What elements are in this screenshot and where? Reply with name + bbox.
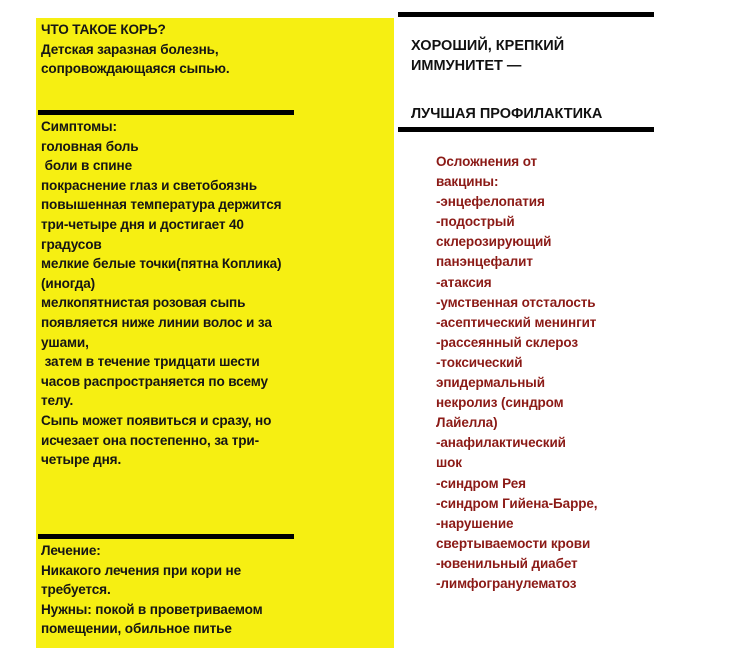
complications-heading: Осложнения от <box>436 154 538 169</box>
complication-item: -ювенильный диабет <box>436 555 578 571</box>
symptom-line: Сыпь может появиться и сразу, но <box>41 412 272 428</box>
intro-line: Детская заразная болезнь, <box>41 41 219 57</box>
symptom-line: телу. <box>41 393 74 409</box>
complication-item: -нарушение <box>436 515 514 531</box>
symptom-line: мелкие белые точки(пятна Коплика) <box>41 256 282 272</box>
treatment-heading: Лечение: <box>41 543 101 558</box>
symptom-line: повышенная температура держится <box>41 197 282 213</box>
symptom-line: часов распространяется по всему <box>41 373 268 389</box>
complication-item: -синдром Рея <box>436 475 526 491</box>
divider-bar <box>38 534 294 539</box>
treatment-line: Нужны: покой в проветриваемом <box>41 601 263 617</box>
complication-item: эпидермальный <box>436 375 545 391</box>
complication-item: Лайелла) <box>436 415 498 431</box>
symptom-line: ушами, <box>41 334 89 350</box>
complication-item: склерозирующий <box>436 234 552 250</box>
intro-block <box>41 20 393 79</box>
symptom-line: боли в спине <box>41 158 132 174</box>
complication-item: -энцефелопатия <box>436 194 545 210</box>
symptom-line: покраснение глаз и светобоязнь <box>41 177 257 193</box>
symptom-line: четыре дня. <box>41 452 122 468</box>
complication-item: свертываемости крови <box>436 535 591 551</box>
complication-item: панэнцефалит <box>436 254 533 270</box>
symptom-line: исчезает она постепенно, за три- <box>41 432 259 448</box>
complications-heading: вакцины: <box>436 174 499 190</box>
symptom-line: мелкопятнистая розовая сыпь <box>41 295 246 311</box>
symptoms-heading: Симптомы: <box>41 119 117 134</box>
intro-line: сопровождающаяся сыпью. <box>41 61 230 77</box>
complication-item: -токсический <box>436 354 523 370</box>
immunity-line: ХОРОШИЙ, КРЕПКИЙ <box>411 38 565 54</box>
symptom-line: три-четыре дня и достигает 40 <box>41 216 244 232</box>
divider-bar <box>38 110 294 115</box>
complication-item: -синдром Гийена-Барре, <box>436 495 598 511</box>
treatment-line: Никакого лечения при кори не <box>41 562 242 578</box>
complication-item: -атаксия <box>436 274 492 290</box>
complication-item: -рассеянный склероз <box>436 334 578 350</box>
symptom-line: градусов <box>41 236 102 252</box>
symptoms-block <box>41 117 393 470</box>
complication-item: -анафилактический <box>436 435 566 451</box>
complication-item: -лимфогранулематоз <box>436 575 577 591</box>
symptom-line: затем в течение тридцати шести <box>41 354 260 370</box>
complication-item: -умственная отсталость <box>436 294 596 310</box>
complication-item: -подострый <box>436 214 515 230</box>
intro-heading: ЧТО ТАКОЕ КОРЬ? <box>41 22 166 37</box>
immunity-line: ЛУЧШАЯ ПРОФИЛАКТИКА <box>411 106 603 122</box>
complication-item: шок <box>436 455 462 471</box>
immunity-line: ИММУНИТЕТ — <box>411 58 522 74</box>
symptom-line: появляется ниже линии волос и за <box>41 314 272 330</box>
treatment-line: требуется. <box>41 582 111 598</box>
top-bar <box>398 12 654 17</box>
treatment-line: помещении, обильное питье <box>41 621 232 637</box>
symptom-line: головная боль <box>41 138 139 154</box>
divider-bar <box>398 127 654 132</box>
complication-item: некролиз (синдром <box>436 395 564 411</box>
complication-item: -асептический менингит <box>436 314 597 330</box>
treatment-block <box>41 541 393 639</box>
complications-list <box>436 152 726 594</box>
symptom-line: (иногда) <box>41 275 96 291</box>
